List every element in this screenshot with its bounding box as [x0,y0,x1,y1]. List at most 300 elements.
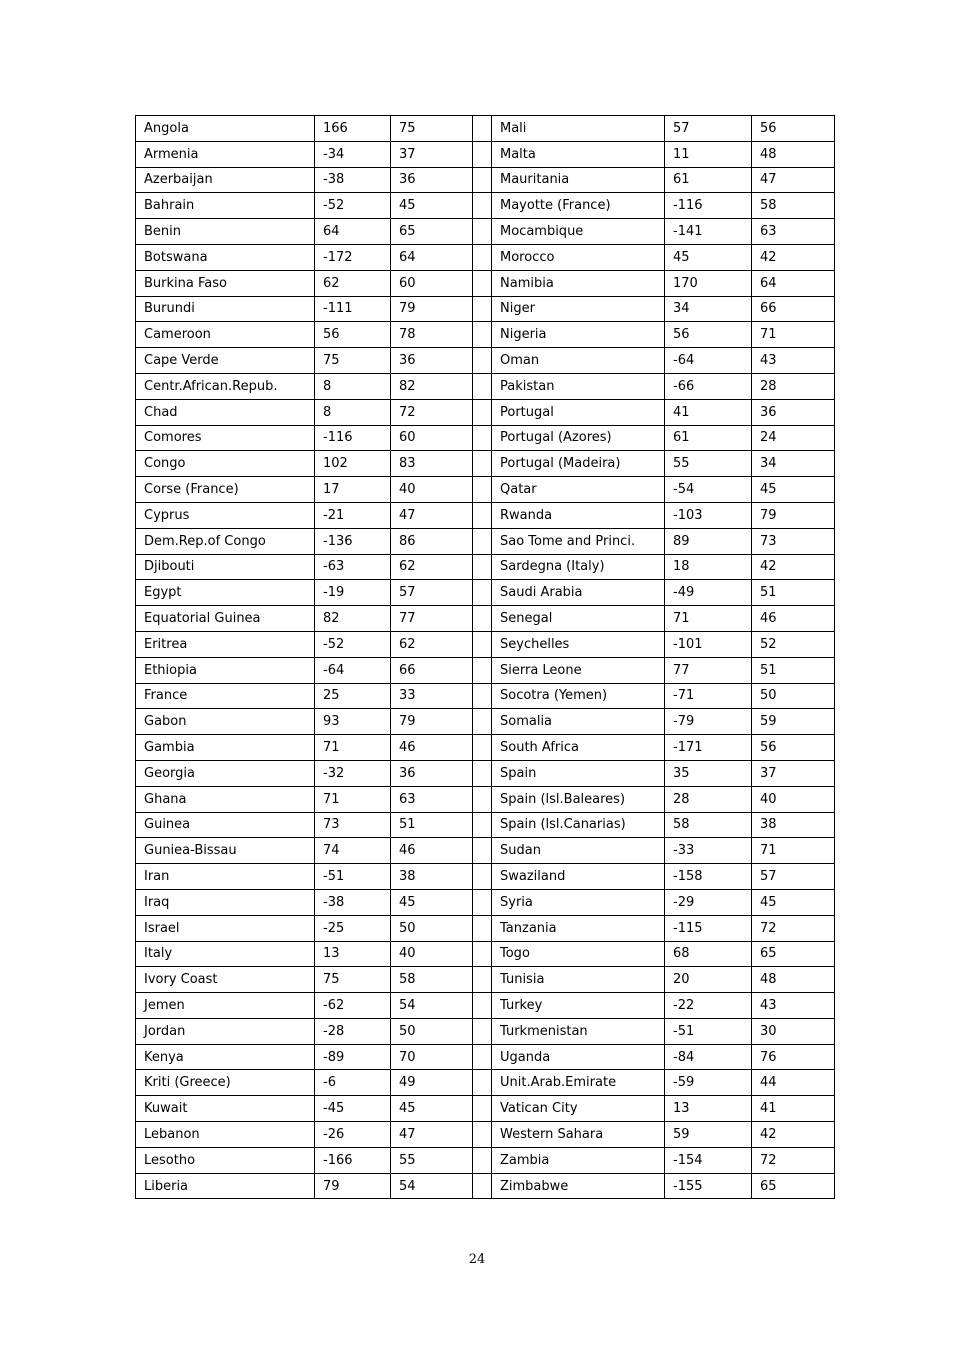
table-row [136,270,835,296]
column-gap [473,1018,492,1044]
right-value-1: 41 [665,399,752,425]
right-country-name: Spain (lsl.Baleares) [492,786,665,812]
left-value-1: 74 [315,838,391,864]
right-country-name: Portugal [492,399,665,425]
left-value-2: 40 [391,941,473,967]
right-value-1: -116 [665,193,752,219]
right-value-2: 71 [752,322,835,348]
table-row [136,606,835,632]
left-country-name: Ghana [136,786,315,812]
table-row [136,1122,835,1148]
left-value-1: -89 [315,1044,391,1070]
table-row [136,915,835,941]
country-data-table [135,115,835,1199]
right-value-1: -49 [665,580,752,606]
column-gap [473,528,492,554]
right-country-name: Togo [492,941,665,967]
right-value-2: 57 [752,864,835,890]
left-value-1: -52 [315,193,391,219]
right-value-2: 48 [752,967,835,993]
column-gap [473,1096,492,1122]
left-country-name: Equatorial Guinea [136,606,315,632]
right-value-1: -171 [665,735,752,761]
right-country-name: Rwanda [492,502,665,528]
column-gap [473,709,492,735]
table-row [136,244,835,270]
right-value-2: 41 [752,1096,835,1122]
right-country-name: Seychelles [492,631,665,657]
left-value-1: -34 [315,141,391,167]
right-country-name: Sudan [492,838,665,864]
column-gap [473,1044,492,1070]
table-row [136,683,835,709]
column-gap [473,967,492,993]
right-country-name: Tunisia [492,967,665,993]
column-gap [473,116,492,142]
left-value-2: 50 [391,1018,473,1044]
right-country-name: Tanzania [492,915,665,941]
left-country-name: Cyprus [136,502,315,528]
left-value-2: 46 [391,735,473,761]
right-value-2: 43 [752,348,835,374]
table-row [136,812,835,838]
right-value-2: 63 [752,219,835,245]
left-value-1: -111 [315,296,391,322]
left-value-2: 45 [391,889,473,915]
right-value-1: 68 [665,941,752,967]
right-value-2: 47 [752,167,835,193]
left-value-2: 46 [391,838,473,864]
right-value-1: 56 [665,322,752,348]
right-value-1: -158 [665,864,752,890]
right-country-name: Morocco [492,244,665,270]
right-value-2: 76 [752,1044,835,1070]
left-country-name: Armenia [136,141,315,167]
column-gap [473,889,492,915]
left-country-name: Bahrain [136,193,315,219]
table-row [136,1173,835,1199]
table-row [136,219,835,245]
left-country-name: Iran [136,864,315,890]
right-value-1: 57 [665,116,752,142]
left-country-name: Kenya [136,1044,315,1070]
left-value-2: 65 [391,219,473,245]
right-value-2: 43 [752,993,835,1019]
right-value-1: -103 [665,502,752,528]
table-row [136,1018,835,1044]
left-value-2: 45 [391,193,473,219]
right-value-2: 46 [752,606,835,632]
left-country-name: Ivory Coast [136,967,315,993]
left-country-name: Italy [136,941,315,967]
left-value-1: 75 [315,967,391,993]
right-country-name: Portugal (Madeira) [492,451,665,477]
right-country-name: Somalia [492,709,665,735]
table-row [136,167,835,193]
table-row [136,373,835,399]
column-gap [473,760,492,786]
column-gap [473,915,492,941]
right-value-2: 71 [752,838,835,864]
column-gap [473,941,492,967]
right-country-name: Niger [492,296,665,322]
column-gap [473,1173,492,1199]
table-row [136,864,835,890]
left-country-name: Centr.African.Repub. [136,373,315,399]
column-gap [473,812,492,838]
left-value-1: 71 [315,786,391,812]
right-value-1: -79 [665,709,752,735]
left-value-2: 36 [391,348,473,374]
column-gap [473,631,492,657]
left-value-2: 38 [391,864,473,890]
table-row [136,348,835,374]
left-value-2: 40 [391,477,473,503]
table-row [136,760,835,786]
right-value-1: -51 [665,1018,752,1044]
left-country-name: France [136,683,315,709]
table-row [136,502,835,528]
table-row [136,296,835,322]
left-country-name: Guinea [136,812,315,838]
left-value-1: -116 [315,425,391,451]
left-country-name: Iraq [136,889,315,915]
right-country-name: Unit.Arab.Emirate [492,1070,665,1096]
left-value-1: 93 [315,709,391,735]
left-country-name: Kuwait [136,1096,315,1122]
left-country-name: Angola [136,116,315,142]
table-row [136,1070,835,1096]
right-value-1: -154 [665,1147,752,1173]
table-row [136,993,835,1019]
left-country-name: Jemen [136,993,315,1019]
table-row [136,941,835,967]
right-value-1: 55 [665,451,752,477]
left-value-1: -51 [315,864,391,890]
right-value-1: -66 [665,373,752,399]
left-value-2: 47 [391,1122,473,1148]
right-value-2: 40 [752,786,835,812]
left-country-name: Ethiopia [136,657,315,683]
table-row [136,477,835,503]
left-country-name: Chad [136,399,315,425]
left-value-1: -28 [315,1018,391,1044]
right-value-2: 59 [752,709,835,735]
left-value-2: 75 [391,116,473,142]
right-country-name: Sao Tome and Princi. [492,528,665,554]
right-country-name: Syria [492,889,665,915]
left-value-2: 54 [391,1173,473,1199]
right-country-name: Pakistan [492,373,665,399]
left-country-name: Dem.Rep.of Congo [136,528,315,554]
right-value-2: 72 [752,915,835,941]
column-gap [473,373,492,399]
column-gap [473,580,492,606]
left-value-1: -19 [315,580,391,606]
table-row [136,967,835,993]
column-gap [473,554,492,580]
left-value-2: 37 [391,141,473,167]
right-value-2: 56 [752,116,835,142]
left-country-name: Eritrea [136,631,315,657]
left-value-1: 25 [315,683,391,709]
left-value-2: 36 [391,760,473,786]
column-gap [473,683,492,709]
left-value-2: 79 [391,296,473,322]
left-value-1: 64 [315,219,391,245]
right-value-1: -84 [665,1044,752,1070]
right-value-1: 170 [665,270,752,296]
left-value-1: 71 [315,735,391,761]
right-value-1: 89 [665,528,752,554]
right-country-name: Mauritania [492,167,665,193]
left-country-name: Djibouti [136,554,315,580]
left-value-2: 62 [391,554,473,580]
left-country-name: Liberia [136,1173,315,1199]
right-value-2: 38 [752,812,835,838]
right-country-name: Socotra (Yemen) [492,683,665,709]
table-row [136,116,835,142]
table-row [136,657,835,683]
column-gap [473,657,492,683]
right-value-1: 20 [665,967,752,993]
left-country-name: Azerbaijan [136,167,315,193]
right-value-1: -59 [665,1070,752,1096]
left-country-name: Comores [136,425,315,451]
column-gap [473,838,492,864]
table-row [136,786,835,812]
right-country-name: Zimbabwe [492,1173,665,1199]
right-country-name: Oman [492,348,665,374]
left-value-2: 58 [391,967,473,993]
left-value-1: -136 [315,528,391,554]
right-value-1: 77 [665,657,752,683]
right-country-name: Senegal [492,606,665,632]
left-value-2: 72 [391,399,473,425]
left-value-1: -38 [315,889,391,915]
column-gap [473,219,492,245]
table-row [136,399,835,425]
right-value-2: 72 [752,1147,835,1173]
right-value-2: 56 [752,735,835,761]
left-value-2: 54 [391,993,473,1019]
right-country-name: Turkmenistan [492,1018,665,1044]
left-value-1: -25 [315,915,391,941]
table-row [136,631,835,657]
right-value-1: 61 [665,167,752,193]
right-country-name: Mali [492,116,665,142]
left-value-1: 8 [315,373,391,399]
right-country-name: Sardegna (Italy) [492,554,665,580]
column-gap [473,270,492,296]
left-value-2: 82 [391,373,473,399]
table-row [136,1044,835,1070]
right-value-1: 34 [665,296,752,322]
column-gap [473,141,492,167]
right-value-1: -155 [665,1173,752,1199]
left-country-name: Guniea-Bissau [136,838,315,864]
column-gap [473,502,492,528]
right-country-name: Zambia [492,1147,665,1173]
right-value-2: 50 [752,683,835,709]
right-value-2: 42 [752,1122,835,1148]
left-value-1: -64 [315,657,391,683]
right-value-1: 18 [665,554,752,580]
right-country-name: Spain (lsl.Canarias) [492,812,665,838]
table-row [136,425,835,451]
column-gap [473,477,492,503]
column-gap [473,1070,492,1096]
right-value-2: 42 [752,244,835,270]
left-country-name: Congo [136,451,315,477]
column-gap [473,425,492,451]
right-value-1: 45 [665,244,752,270]
table-row [136,554,835,580]
table-row [136,322,835,348]
left-value-1: -26 [315,1122,391,1148]
table-row [136,1147,835,1173]
right-value-2: 45 [752,889,835,915]
left-country-name: Israel [136,915,315,941]
left-country-name: Gabon [136,709,315,735]
right-value-2: 44 [752,1070,835,1096]
right-value-1: -71 [665,683,752,709]
right-value-2: 48 [752,141,835,167]
right-value-1: -115 [665,915,752,941]
left-country-name: Cape Verde [136,348,315,374]
left-value-1: 56 [315,322,391,348]
right-value-2: 65 [752,1173,835,1199]
left-value-2: 64 [391,244,473,270]
left-value-1: -166 [315,1147,391,1173]
right-value-2: 58 [752,193,835,219]
right-country-name: Namibia [492,270,665,296]
right-country-name: Saudi Arabia [492,580,665,606]
right-value-2: 37 [752,760,835,786]
left-value-2: 79 [391,709,473,735]
right-country-name: Mayotte (France) [492,193,665,219]
left-country-name: Cameroon [136,322,315,348]
right-value-2: 45 [752,477,835,503]
right-value-2: 30 [752,1018,835,1044]
left-value-1: 102 [315,451,391,477]
right-country-name: Turkey [492,993,665,1019]
right-country-name: Malta [492,141,665,167]
right-value-1: 59 [665,1122,752,1148]
right-value-1: 61 [665,425,752,451]
right-country-name: Uganda [492,1044,665,1070]
left-value-1: -172 [315,244,391,270]
table-row [136,141,835,167]
left-country-name: Corse (France) [136,477,315,503]
right-country-name: Qatar [492,477,665,503]
table-row [136,838,835,864]
table-row [136,709,835,735]
left-value-2: 47 [391,502,473,528]
column-gap [473,451,492,477]
left-value-1: 166 [315,116,391,142]
column-gap [473,167,492,193]
left-value-2: 83 [391,451,473,477]
left-value-2: 62 [391,631,473,657]
right-value-2: 34 [752,451,835,477]
left-country-name: Gambia [136,735,315,761]
table-row [136,580,835,606]
left-value-1: 62 [315,270,391,296]
left-value-2: 77 [391,606,473,632]
left-country-name: Benin [136,219,315,245]
left-value-1: 73 [315,812,391,838]
column-gap [473,864,492,890]
column-gap [473,193,492,219]
right-country-name: Swaziland [492,864,665,890]
table-row [136,735,835,761]
right-value-1: 28 [665,786,752,812]
table-row [136,1096,835,1122]
right-value-2: 42 [752,554,835,580]
right-country-name: Western Sahara [492,1122,665,1148]
right-value-2: 79 [752,502,835,528]
left-country-name: Lebanon [136,1122,315,1148]
right-value-2: 24 [752,425,835,451]
right-value-1: -141 [665,219,752,245]
left-country-name: Egypt [136,580,315,606]
column-gap [473,1122,492,1148]
right-country-name: Vatican City [492,1096,665,1122]
table-row [136,889,835,915]
left-value-2: 78 [391,322,473,348]
left-value-2: 45 [391,1096,473,1122]
column-gap [473,399,492,425]
left-value-1: 17 [315,477,391,503]
left-value-2: 66 [391,657,473,683]
left-value-1: 75 [315,348,391,374]
right-value-2: 52 [752,631,835,657]
column-gap [473,786,492,812]
column-gap [473,244,492,270]
right-value-1: 71 [665,606,752,632]
left-country-name: Jordan [136,1018,315,1044]
column-gap [473,348,492,374]
table-row [136,528,835,554]
right-value-1: -54 [665,477,752,503]
right-value-1: -101 [665,631,752,657]
left-value-1: -6 [315,1070,391,1096]
right-value-2: 51 [752,580,835,606]
left-value-2: 86 [391,528,473,554]
table-row [136,451,835,477]
table-row [136,193,835,219]
column-gap [473,296,492,322]
right-value-1: -33 [665,838,752,864]
left-value-2: 57 [391,580,473,606]
left-value-2: 51 [391,812,473,838]
left-country-name: Burkina Faso [136,270,315,296]
left-value-1: -52 [315,631,391,657]
left-value-2: 60 [391,425,473,451]
right-value-2: 73 [752,528,835,554]
right-value-2: 65 [752,941,835,967]
right-value-2: 66 [752,296,835,322]
right-value-1: -22 [665,993,752,1019]
right-value-1: 11 [665,141,752,167]
right-value-1: 13 [665,1096,752,1122]
left-country-name: Burundi [136,296,315,322]
column-gap [473,993,492,1019]
right-country-name: Spain [492,760,665,786]
left-value-2: 63 [391,786,473,812]
right-country-name: Mocambique [492,219,665,245]
